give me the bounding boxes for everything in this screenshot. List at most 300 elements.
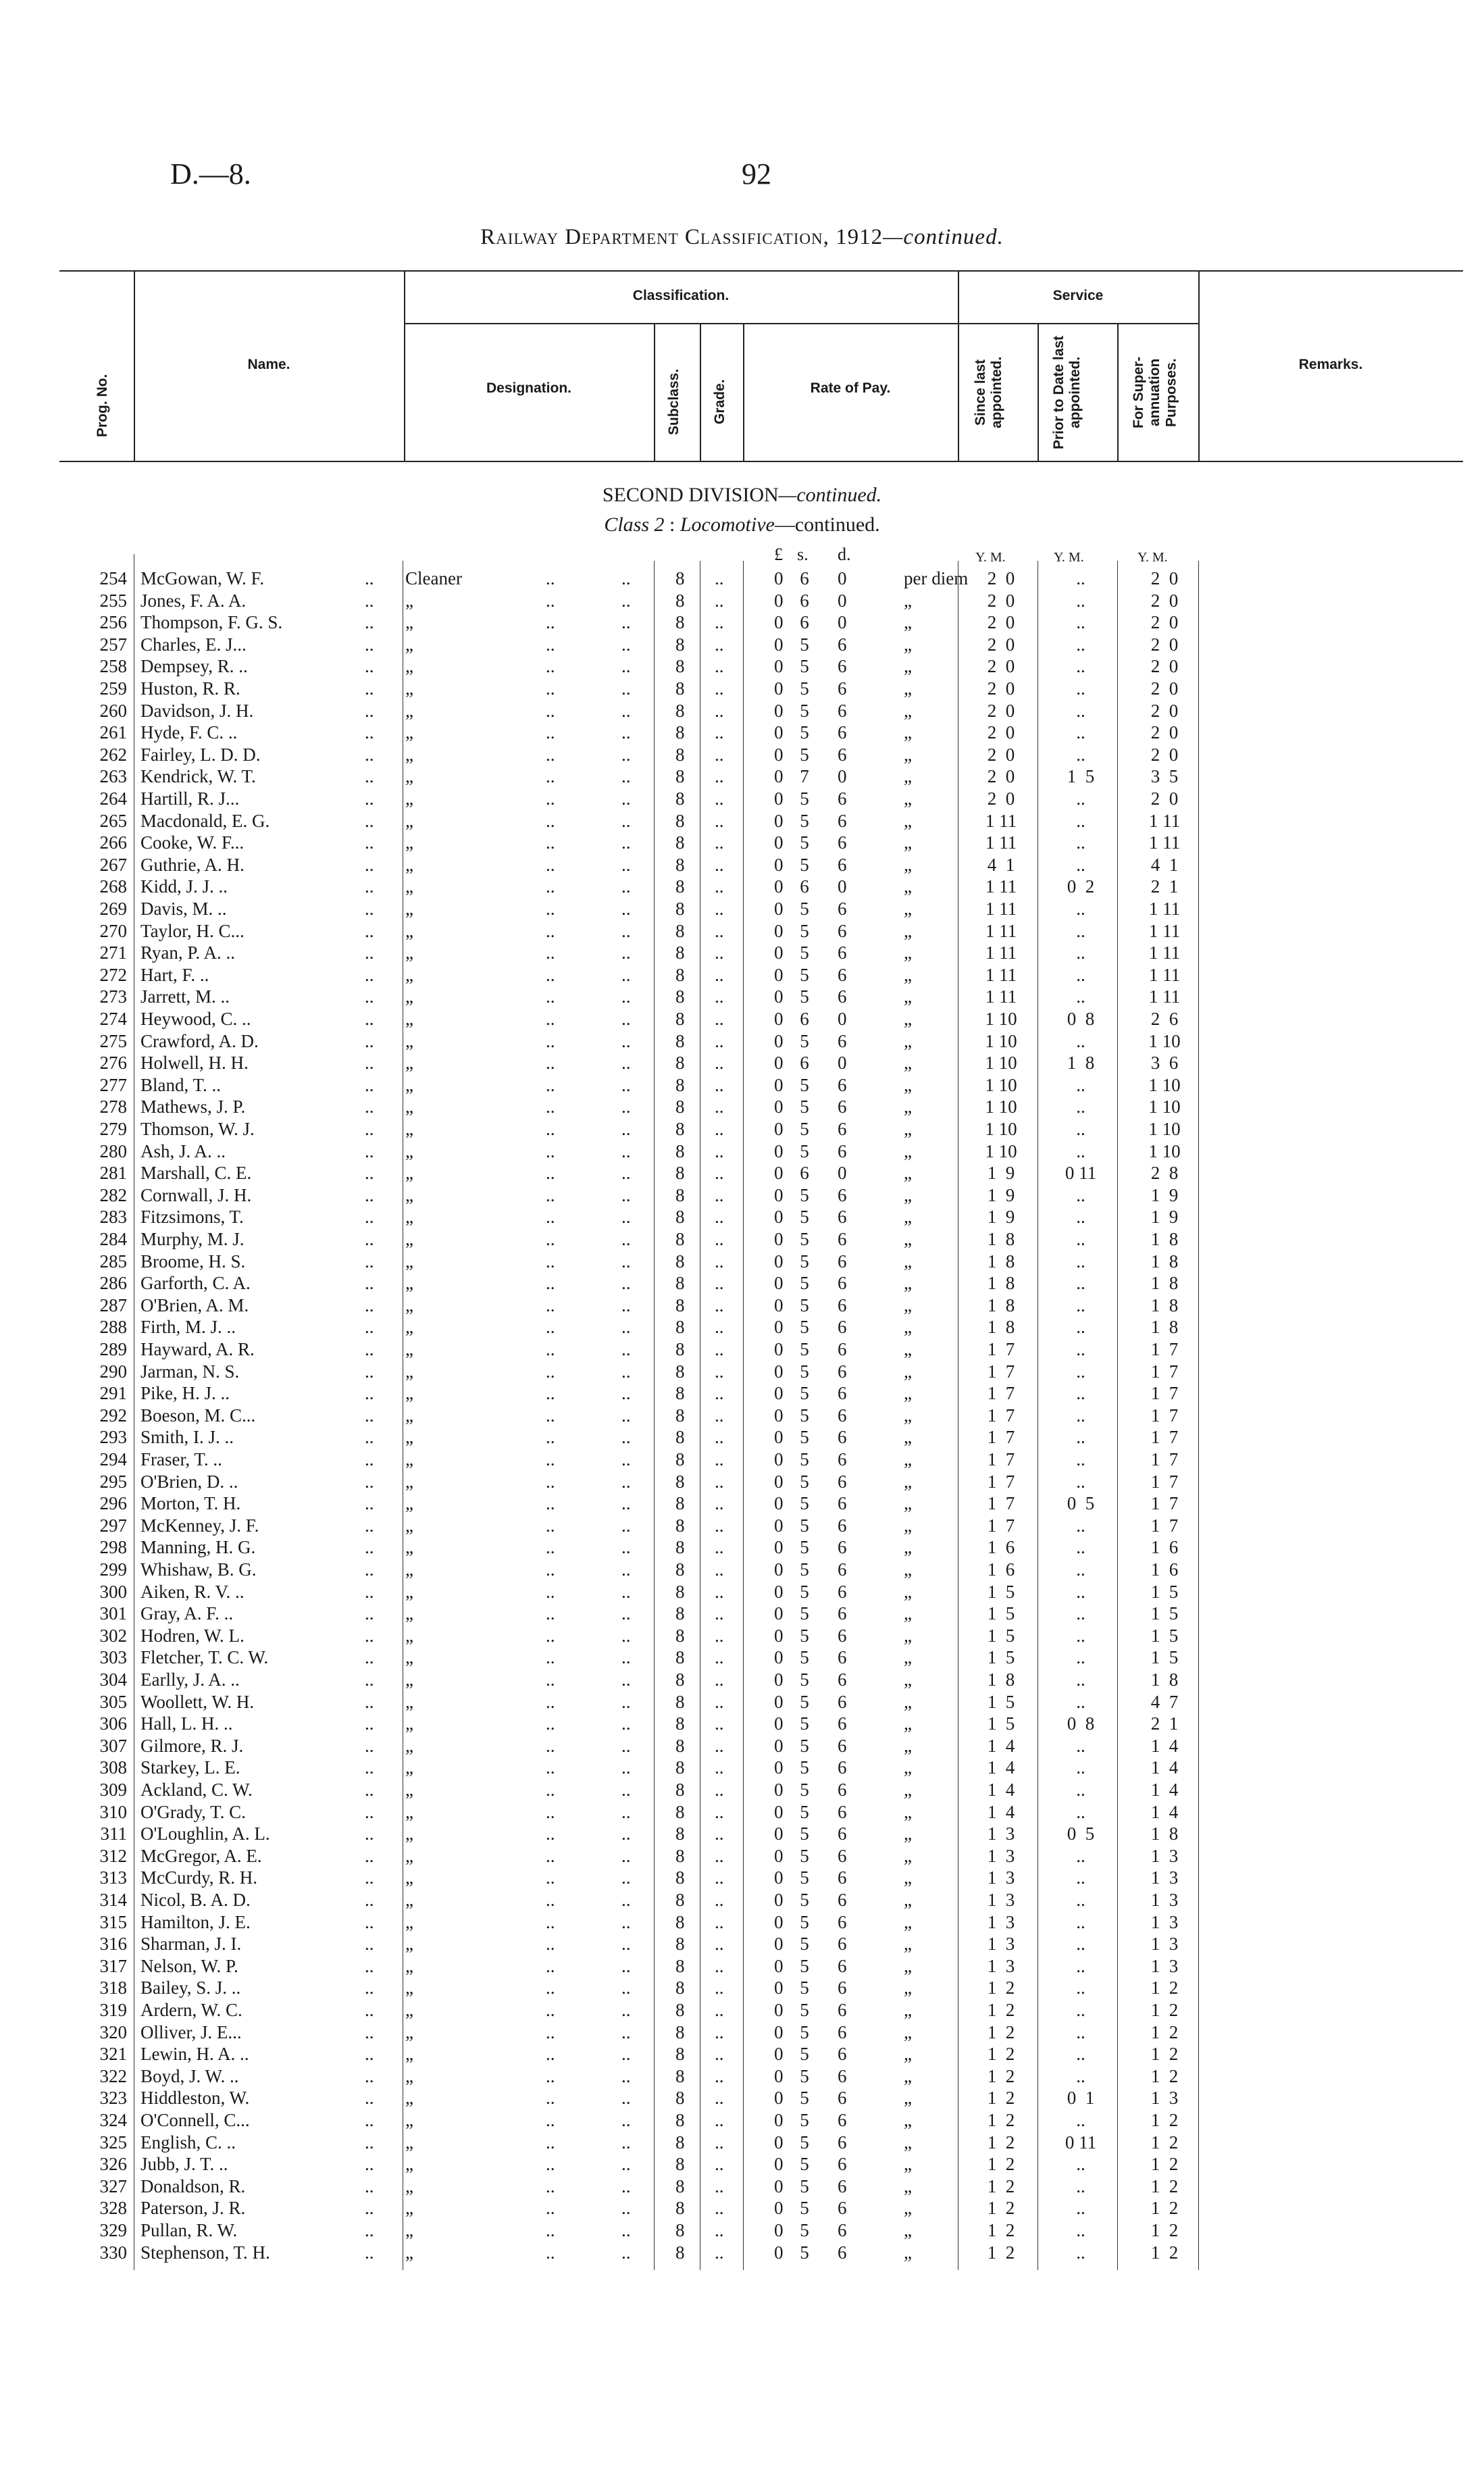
designation-cell: „ — [405, 2065, 413, 2086]
prog-no-cell: 265 — [99, 810, 127, 831]
since-last-cell: 1 2 — [987, 2021, 1015, 2042]
leader-dots: .. — [365, 2021, 374, 2042]
leader-dots: .. — [546, 722, 555, 743]
leader-dots: .. — [546, 1603, 555, 1624]
subclass-cell: 8 — [675, 2132, 685, 2153]
table-row — [0, 1316, 1484, 1338]
pay-pence-cell: 0 — [838, 766, 847, 787]
superannuation-cell: 1 4 — [1150, 1757, 1179, 1778]
pay-shillings-cell: 5 — [800, 2154, 809, 2175]
leader-dots: .. — [365, 1780, 374, 1800]
pay-unit-cell: „ — [904, 766, 912, 787]
since-last-cell: 1 2 — [987, 2065, 1015, 2086]
prog-no-cell: 307 — [99, 1735, 127, 1756]
leader-dots: .. — [546, 942, 555, 963]
prior-to-date-cell: .. — [1076, 590, 1085, 611]
pay-pence-cell: 6 — [838, 2021, 847, 2042]
superannuation-cell: 1 2 — [1150, 2198, 1179, 2219]
name-cell: Davidson, J. H. — [140, 700, 254, 721]
designation-cell: „ — [405, 1581, 413, 1602]
leader-dots: .. — [546, 1911, 555, 1932]
pay-pounds-cell: 0 — [774, 766, 784, 787]
leader-dots: .. — [365, 1427, 374, 1448]
leader-dots: .. — [365, 1251, 374, 1272]
pay-shillings-cell: 5 — [800, 1823, 809, 1844]
prior-to-date-cell: .. — [1076, 612, 1085, 633]
table-row — [0, 1536, 1484, 1559]
pay-pence-cell: 6 — [838, 2044, 847, 2065]
leader-dots: .. — [365, 1713, 374, 1734]
since-last-cell: 1 7 — [987, 1449, 1015, 1469]
leader-dots: .. — [365, 876, 374, 897]
prior-to-date-cell: .. — [1076, 1339, 1085, 1359]
superannuation-cell: 1 7 — [1150, 1361, 1179, 1382]
since-last-cell: 1 3 — [987, 1934, 1015, 1955]
grade-dots: .. — [715, 876, 724, 897]
grade-dots: .. — [715, 1207, 724, 1228]
table-row — [0, 1999, 1484, 2021]
pay-unit-cell: „ — [904, 1471, 912, 1492]
since-last-cell: 1 7 — [987, 1339, 1015, 1359]
pay-pounds-cell: 0 — [774, 1867, 784, 1888]
prog-no-cell: 279 — [99, 1119, 127, 1139]
subclass-cell: 8 — [675, 1427, 685, 1448]
grade-dots: .. — [715, 1009, 724, 1029]
pay-unit-cell: „ — [904, 1053, 912, 1074]
prior-to-date-cell: .. — [1076, 1911, 1085, 1932]
grade-dots: .. — [715, 810, 724, 831]
pay-pounds-cell: 0 — [774, 1471, 784, 1492]
prog-no-cell: 285 — [99, 1251, 127, 1272]
grade-dots: .. — [715, 1713, 724, 1734]
grade-dots: .. — [715, 1559, 724, 1580]
leader-dots: .. — [546, 612, 555, 633]
subclass-cell: 8 — [675, 1229, 685, 1249]
table-row — [0, 1713, 1484, 1735]
table-row — [0, 1008, 1484, 1030]
leader-dots: .. — [365, 766, 374, 787]
superannuation-cell: 1 7 — [1150, 1493, 1179, 1514]
prog-no-cell: 290 — [99, 1361, 127, 1382]
pay-shillings-cell: 5 — [800, 722, 809, 743]
pay-shillings-cell: 5 — [800, 2110, 809, 2130]
table-row — [0, 2153, 1484, 2175]
designation-cell: „ — [405, 1493, 413, 1514]
leader-dots: .. — [365, 1207, 374, 1228]
subclass-cell: 8 — [675, 634, 685, 655]
table-row — [0, 611, 1484, 634]
subclass-cell: 8 — [675, 1823, 685, 1844]
grade-dots: .. — [715, 1053, 724, 1074]
prior-to-date-cell: .. — [1076, 1471, 1085, 1492]
leader-dots: .. — [621, 1669, 631, 1690]
pay-pounds-cell: 0 — [774, 1119, 784, 1139]
pay-unit-cell: „ — [904, 1405, 912, 1426]
designation-cell: „ — [405, 1273, 413, 1294]
table-row — [0, 1405, 1484, 1427]
since-last-cell: 1 5 — [987, 1603, 1015, 1624]
prior-to-date-cell: .. — [1076, 1074, 1085, 1095]
superannuation-cell: 1 5 — [1150, 1603, 1179, 1624]
name-cell: Crawford, A. D. — [140, 1030, 259, 1051]
pay-pounds-cell: 0 — [774, 1207, 784, 1228]
leader-dots: .. — [621, 832, 631, 853]
designation-cell: „ — [405, 2088, 413, 2109]
grade-dots: .. — [715, 634, 724, 655]
prog-no-cell: 277 — [99, 1074, 127, 1095]
designation-cell: „ — [405, 810, 413, 831]
superannuation-cell: 1 5 — [1150, 1647, 1179, 1668]
grade-dots: .. — [715, 2021, 724, 2042]
name-cell: Hayward, A. R. — [140, 1339, 255, 1359]
pay-pence-cell: 6 — [838, 1934, 847, 1955]
leader-dots: .. — [621, 986, 631, 1007]
pay-shillings-cell: 5 — [800, 1713, 809, 1734]
designation-cell: „ — [405, 678, 413, 699]
designation-cell: „ — [405, 1053, 413, 1074]
leader-dots: .. — [621, 1867, 631, 1888]
pay-pounds-cell: 0 — [774, 2220, 784, 2240]
pay-unit-cell: „ — [904, 1757, 912, 1778]
grade-dots: .. — [715, 744, 724, 765]
subclass-cell: 8 — [675, 1361, 685, 1382]
prior-to-date-cell: .. — [1076, 832, 1085, 853]
pay-shillings-cell: 5 — [800, 1934, 809, 1955]
designation-cell: „ — [405, 1427, 413, 1448]
prior-to-date-cell: .. — [1076, 568, 1085, 588]
grade-dots: .. — [715, 964, 724, 985]
prior-to-date-cell: .. — [1076, 656, 1085, 677]
leader-dots: .. — [621, 1053, 631, 1074]
pay-unit-cell: „ — [904, 1911, 912, 1932]
name-cell: Aiken, R. V. .. — [140, 1581, 245, 1602]
pay-unit-cell: „ — [904, 1493, 912, 1514]
superannuation-cell: 1 11 — [1148, 832, 1181, 853]
pay-pounds-cell: 0 — [774, 612, 784, 633]
pay-unit-cell: „ — [904, 2154, 912, 2175]
leader-dots: .. — [546, 1780, 555, 1800]
leader-dots: .. — [365, 1140, 374, 1161]
prog-no-cell: 328 — [99, 2198, 127, 2219]
designation-cell: „ — [405, 986, 413, 1007]
leader-dots: .. — [621, 656, 631, 677]
name-cell: Fletcher, T. C. W. — [140, 1647, 269, 1668]
subclass-cell: 8 — [675, 1449, 685, 1469]
since-last-cell: 1 2 — [987, 2154, 1015, 2175]
superannuation-cell: 1 10 — [1148, 1119, 1181, 1139]
superannuation-cell: 1 2 — [1150, 2220, 1179, 2240]
superannuation-cell: 1 3 — [1150, 1934, 1179, 1955]
header-prior-to-date: Prior to Date last appointed. — [1051, 335, 1083, 450]
since-last-cell: 1 2 — [987, 2110, 1015, 2130]
superannuation-cell: 2 6 — [1150, 1009, 1179, 1029]
pay-pence-cell: 6 — [838, 2065, 847, 2086]
pay-pence-cell: 6 — [838, 1735, 847, 1756]
pay-pence-cell: 6 — [838, 1383, 847, 1404]
prog-no-cell: 298 — [99, 1537, 127, 1558]
table-row — [0, 1074, 1484, 1097]
superannuation-cell: 1 11 — [1148, 920, 1181, 941]
name-cell: Hodren, W. L. — [140, 1625, 245, 1646]
prog-no-cell: 272 — [99, 964, 127, 985]
superannuation-cell: 1 11 — [1148, 986, 1181, 1007]
since-last-cell: 1 4 — [987, 1780, 1015, 1800]
table-row — [0, 1911, 1484, 1934]
leader-dots: .. — [546, 2154, 555, 2175]
pay-pounds-cell: 0 — [774, 1361, 784, 1382]
since-last-cell: 2 0 — [987, 590, 1015, 611]
leader-dots: .. — [621, 1757, 631, 1778]
prior-to-date-cell: .. — [1076, 2000, 1085, 2020]
designation-cell: „ — [405, 1339, 413, 1359]
pay-pounds-cell: 0 — [774, 832, 784, 853]
prog-no-cell: 275 — [99, 1030, 127, 1051]
table-row — [0, 1096, 1484, 1118]
leader-dots: .. — [365, 1581, 374, 1602]
prog-no-cell: 254 — [99, 568, 127, 588]
pay-pounds-cell: 0 — [774, 678, 784, 699]
pay-shillings-cell: 5 — [800, 899, 809, 919]
leader-dots: .. — [365, 1383, 374, 1404]
pay-shillings-cell: 5 — [800, 1339, 809, 1359]
table-row — [0, 1361, 1484, 1383]
table-row — [0, 1338, 1484, 1361]
subclass-cell: 8 — [675, 568, 685, 588]
pay-pence-cell: 6 — [838, 1074, 847, 1095]
prog-no-cell: 309 — [99, 1780, 127, 1800]
subclass-cell: 8 — [675, 678, 685, 699]
table-row — [0, 920, 1484, 942]
pay-unit-cell: „ — [904, 1537, 912, 1558]
leader-dots: .. — [546, 1867, 555, 1888]
subclass-cell: 8 — [675, 1207, 685, 1228]
superannuation-cell: 1 10 — [1148, 1140, 1181, 1161]
leader-dots: .. — [365, 1867, 374, 1888]
pay-pounds-cell: 0 — [774, 1427, 784, 1448]
designation-cell: „ — [405, 1140, 413, 1161]
leader-dots: .. — [546, 1383, 555, 1404]
prior-to-date-cell: .. — [1076, 1361, 1085, 1382]
leader-dots: .. — [621, 1515, 631, 1536]
since-last-cell: 1 5 — [987, 1647, 1015, 1668]
subclass-cell: 8 — [675, 1955, 685, 1976]
pay-unit-cell: „ — [904, 722, 912, 743]
pay-pounds-cell: 0 — [774, 2021, 784, 2042]
prog-no-cell: 327 — [99, 2175, 127, 2196]
prog-no-cell: 326 — [99, 2154, 127, 2175]
since-last-cell: 1 11 — [985, 986, 1017, 1007]
prior-to-date-cell: .. — [1076, 1845, 1085, 1866]
table-row — [0, 1426, 1484, 1449]
leader-dots: .. — [546, 1053, 555, 1074]
grade-dots: .. — [715, 568, 724, 588]
grade-dots: .. — [715, 920, 724, 941]
since-last-cell: 1 11 — [985, 964, 1017, 985]
leader-dots: .. — [365, 634, 374, 655]
table-row — [0, 1801, 1484, 1823]
grade-dots: .. — [715, 1603, 724, 1624]
leader-dots: .. — [621, 2088, 631, 2109]
subclass-cell: 8 — [675, 590, 685, 611]
leader-dots: .. — [621, 612, 631, 633]
grade-dots: .. — [715, 2000, 724, 2020]
since-last-cell: 1 10 — [985, 1053, 1017, 1074]
prog-no-cell: 262 — [99, 744, 127, 765]
designation-cell: „ — [405, 2175, 413, 2196]
table-row — [0, 1845, 1484, 1867]
pay-pounds-cell: 0 — [774, 942, 784, 963]
leader-dots: .. — [621, 1449, 631, 1469]
name-cell: Davis, M. .. — [140, 899, 227, 919]
pay-pence-cell: 6 — [838, 1317, 847, 1338]
since-last-cell: 1 8 — [987, 1251, 1015, 1272]
pay-pence-cell: 6 — [838, 942, 847, 963]
pay-pence-cell: 6 — [838, 1493, 847, 1514]
subclass-cell: 8 — [675, 2154, 685, 2175]
designation-cell: „ — [405, 1184, 413, 1205]
pay-pounds-cell: 0 — [774, 1097, 784, 1117]
superannuation-cell: 2 0 — [1150, 722, 1179, 743]
since-last-cell: 2 0 — [987, 744, 1015, 765]
leader-dots: .. — [621, 1713, 631, 1734]
leader-dots: .. — [546, 1493, 555, 1514]
leader-dots: .. — [621, 920, 631, 941]
prog-no-cell: 305 — [99, 1691, 127, 1712]
pay-unit-cell: „ — [904, 1801, 912, 1822]
name-cell: Broome, H. S. — [140, 1251, 246, 1272]
pay-unit-cell: „ — [904, 1074, 912, 1095]
prior-to-date-cell: .. — [1076, 1251, 1085, 1272]
pay-pence-cell: 6 — [838, 1978, 847, 1998]
table-row — [0, 1581, 1484, 1603]
pay-shillings-cell: 5 — [800, 854, 809, 875]
pay-pence-cell: 6 — [838, 2154, 847, 2175]
prog-no-cell: 263 — [99, 766, 127, 787]
designation-cell: „ — [405, 2021, 413, 2042]
subclass-cell: 8 — [675, 1405, 685, 1426]
prior-to-date-cell: .. — [1076, 2154, 1085, 2175]
pay-unit-cell: „ — [904, 1427, 912, 1448]
prior-to-date-cell: .. — [1076, 810, 1085, 831]
designation-cell: „ — [405, 854, 413, 875]
pay-shillings-cell: 5 — [800, 1845, 809, 1866]
superannuation-cell: 1 11 — [1148, 964, 1181, 985]
name-cell: English, C. .. — [140, 2132, 236, 2153]
prog-no-cell: 264 — [99, 788, 127, 809]
pay-shillings-cell: 5 — [800, 744, 809, 765]
designation-cell: „ — [405, 2132, 413, 2153]
since-last-cell: 1 7 — [987, 1515, 1015, 1536]
pay-pence-cell: 6 — [838, 1823, 847, 1844]
leader-dots: .. — [546, 788, 555, 809]
leader-dots: .. — [365, 1647, 374, 1668]
since-last-cell: 1 3 — [987, 1867, 1015, 1888]
since-last-cell: 1 11 — [985, 899, 1017, 919]
prior-to-date-cell: .. — [1076, 2220, 1085, 2240]
grade-dots: .. — [715, 1493, 724, 1514]
pay-unit-cell: „ — [904, 986, 912, 1007]
leader-dots: .. — [365, 590, 374, 611]
prior-to-date-cell: .. — [1076, 1317, 1085, 1338]
table-row — [0, 2219, 1484, 2242]
superannuation-cell: 1 3 — [1150, 1867, 1179, 1888]
table-row — [0, 810, 1484, 832]
prior-to-date-cell: .. — [1076, 1625, 1085, 1646]
pay-pence-cell: 6 — [838, 634, 847, 655]
pay-unit-cell: „ — [904, 590, 912, 611]
prior-to-date-cell: .. — [1076, 854, 1085, 875]
leader-dots: .. — [546, 1955, 555, 1976]
leader-dots: .. — [546, 1669, 555, 1690]
grade-dots: .. — [715, 1294, 724, 1315]
leader-dots: .. — [621, 568, 631, 588]
pay-pounds-cell: 0 — [774, 876, 784, 897]
name-cell: Jones, F. A. A. — [140, 590, 247, 611]
leader-dots: .. — [546, 832, 555, 853]
subclass-cell: 8 — [675, 1867, 685, 1888]
pay-unit-cell: „ — [904, 920, 912, 941]
leader-dots: .. — [621, 1383, 631, 1404]
pay-unit-cell: „ — [904, 832, 912, 853]
grade-dots: .. — [715, 2198, 724, 2219]
superannuation-cell: 3 6 — [1150, 1053, 1179, 1074]
since-last-cell: 1 11 — [985, 832, 1017, 853]
grade-dots: .. — [715, 832, 724, 853]
superannuation-cell: 1 11 — [1148, 942, 1181, 963]
since-last-cell: 1 9 — [987, 1207, 1015, 1228]
prog-no-cell: 323 — [99, 2088, 127, 2109]
grade-dots: .. — [715, 1140, 724, 1161]
name-cell: Huston, R. R. — [140, 678, 240, 699]
pay-pence-cell: 6 — [838, 1207, 847, 1228]
since-last-cell: 1 11 — [985, 920, 1017, 941]
since-last-cell: 1 7 — [987, 1361, 1015, 1382]
pay-pence-cell: 6 — [838, 1339, 847, 1359]
pay-pence-cell: 0 — [838, 1163, 847, 1184]
prog-no-cell: 284 — [99, 1229, 127, 1249]
designation-cell: „ — [405, 1823, 413, 1844]
pay-shillings-cell: 5 — [800, 1471, 809, 1492]
since-last-cell: 1 9 — [987, 1163, 1015, 1184]
leader-dots: .. — [621, 1537, 631, 1558]
grade-dots: .. — [715, 1471, 724, 1492]
leader-dots: .. — [365, 1978, 374, 1998]
pay-pence-cell: 6 — [838, 1757, 847, 1778]
name-cell: Stephenson, T. H. — [140, 2242, 270, 2263]
subclass-cell: 8 — [675, 1294, 685, 1315]
table-row — [0, 2109, 1484, 2132]
prog-no-cell: 325 — [99, 2132, 127, 2153]
grade-dots: .. — [715, 1184, 724, 1205]
subclass-cell: 8 — [675, 1097, 685, 1117]
table-row — [0, 2021, 1484, 2044]
leader-dots: .. — [546, 1757, 555, 1778]
pay-pence-cell: 6 — [838, 986, 847, 1007]
pay-shillings-cell: 7 — [800, 766, 809, 787]
leader-dots: .. — [546, 1691, 555, 1712]
pay-shillings-cell: 5 — [800, 2242, 809, 2263]
leader-dots: .. — [621, 1294, 631, 1315]
subclass-cell: 8 — [675, 1911, 685, 1932]
leader-dots: .. — [621, 2198, 631, 2219]
table-row — [0, 1691, 1484, 1713]
leader-dots: .. — [365, 832, 374, 853]
superannuation-cell: 2 0 — [1150, 700, 1179, 721]
table-row — [0, 2132, 1484, 2154]
header-remarks: Remarks. — [1298, 357, 1363, 372]
subclass-cell: 8 — [675, 2175, 685, 2196]
pay-pounds-cell: 0 — [774, 2132, 784, 2153]
